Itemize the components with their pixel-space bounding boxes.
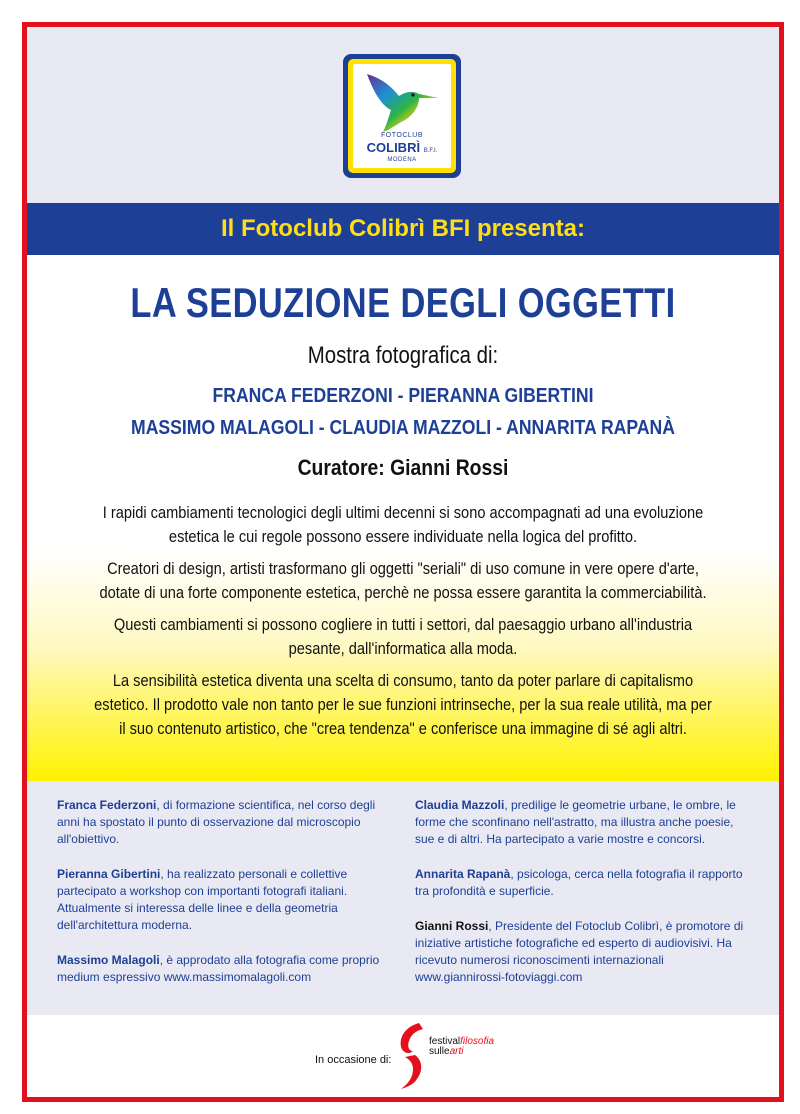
exhibition-title: LA SEDUZIONE DEGLI OGGETTI — [130, 279, 676, 326]
bios-right-column — [415, 797, 755, 1004]
poster-frame — [22, 22, 784, 1102]
description-paragraph: La sensibilità estetica diventa una scelta di consumo, tanto da poter parlare di capitalismo estetico. Il prodotto vale non tanto per le sue funzioni intrinseche, per la sua reale utilità, ma per il suo contenuto artistico, che "crea tendenza" e conferisce una immagine di sé agli altri. — [94, 671, 712, 738]
authors-list — [72, 380, 734, 444]
bios-left-column — [57, 797, 397, 1004]
bio-rossi: Gianni Rossi, Presidente del Fotoclub Colibrì, è promotore di iniziative artistiche fotografiche ed esperto di audiovisivi. Ha ricevuto numerosi riconoscimenti internazionali www.giannirossi-fotoviaggi.com — [415, 919, 744, 984]
logo-fotoclub-text: FOTOCLUB — [381, 132, 423, 139]
description-paragraph: Creatori di design, artisti trasformano gli oggetti "seriali" di uso comune in vere opere d'arte, dotate di una forte componente estetica, perchè ne possa essere garantita la commerciabilità. — [99, 559, 707, 602]
bios-section — [27, 781, 779, 1015]
description-paragraph: Questi cambiamenti si possono cogliere in tutti i settori, dal paesaggio urbano all'industria pesante, dall'informatica alla moda. — [113, 615, 693, 658]
footer — [27, 1015, 779, 1097]
description — [92, 501, 715, 749]
exhibition-subtitle: Mostra fotografica di: — [307, 342, 499, 369]
bio-mazzoli: Claudia Mazzoli, predilige le geometrie urbane, le ombre, le forme che sconfinano nell'astratto, ma illustra anche poesie, sue e di altri. Ha partecipato a varie mostre e concorsi. — [415, 798, 736, 846]
festival-logo-icon — [395, 1021, 429, 1091]
bio-gibertini: Pieranna Gibertini, ha realizzato personali e collettive partecipato a workshop con importanti fotografi italiani. Attualmente si interessa delle linee e della geometria dell'architettura moderna. — [57, 867, 348, 932]
authors-line-1: FRANCA FEDERZONI - PIERANNA GIBERTINI — [212, 385, 594, 407]
logo-modena-text: MODENA — [387, 157, 417, 163]
bio-malagoli: Massimo Malagoli, è approdato alla fotografia come proprio medium espressivo www.massimomalagoli.com — [57, 953, 380, 984]
hummingbird-icon — [361, 68, 445, 134]
bio-federzoni: Franca Federzoni, di formazione scientifica, nel corso degli anni ha spostato il punto di osservazione dal microscopio all'obiettivo. — [57, 798, 376, 846]
logo-colibri-text: COLIBRÌ B.F.I. — [366, 140, 438, 155]
curator: Curatore: Gianni Rossi — [297, 455, 509, 480]
fotoclub-logo — [343, 54, 461, 178]
presenter-banner: Il Fotoclub Colibrì BFI presenta: — [27, 203, 779, 255]
authors-line-2: MASSIMO MALAGOLI - CLAUDIA MAZZOLI - ANNARITA RAPANÀ — [131, 417, 675, 439]
main-section — [27, 255, 779, 781]
bio-rapana: Annarita Rapanà, psicologa, cerca nella fotografia il rapporto tra profondità e superficie. — [415, 867, 743, 898]
description-paragraph: I rapidi cambiamenti tecnologici degli ultimi decenni si sono accompagnati ad una evoluzione estetica le cui regole possono essere individuate nella logica del profitto. — [102, 503, 704, 546]
header-band — [27, 27, 779, 203]
occasion-label: In occasione di: — [315, 1054, 392, 1066]
festival-name: festivalfilosofia sullearti — [429, 1036, 495, 1057]
